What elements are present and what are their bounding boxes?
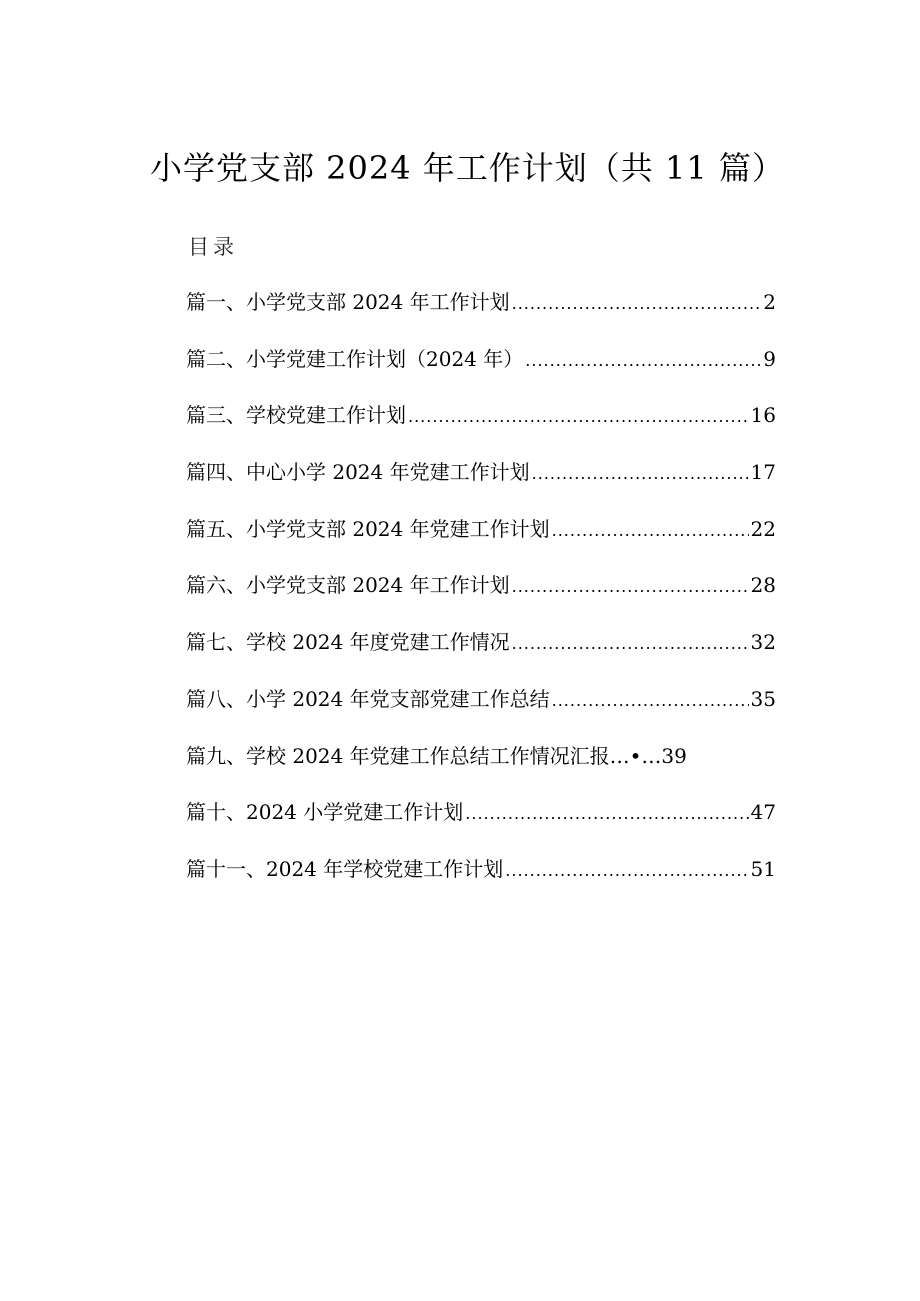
toc-page-number: 22 xyxy=(750,516,776,541)
toc-entry-2[interactable] xyxy=(186,341,776,398)
toc-entry-10[interactable] xyxy=(186,794,776,851)
toc-entry-label: 篇二、小学党建工作计划（2024 年） xyxy=(186,346,524,371)
table-of-contents xyxy=(186,284,776,908)
toc-entry-label: 篇四、中心小学 2024 年党建工作计划 xyxy=(186,460,530,485)
toc-page-number: 9 xyxy=(763,346,776,371)
toc-entry-7[interactable] xyxy=(186,624,776,681)
toc-entry-5[interactable] xyxy=(186,511,776,568)
toc-entry-1[interactable] xyxy=(186,284,776,341)
toc-page-number: 28 xyxy=(750,573,776,598)
toc-entry-label: 篇五、小学党支部 2024 年党建工作计划 xyxy=(186,516,550,541)
dot-leader xyxy=(552,513,749,549)
toc-page-number: 2 xyxy=(763,290,776,314)
toc-page-number: 47 xyxy=(750,800,776,825)
toc-entry-label: 篇六、小学党支部 2024 年工作计划 xyxy=(186,573,510,598)
dot-leader xyxy=(408,399,749,435)
toc-entry-9[interactable] xyxy=(186,738,776,795)
dot-leader xyxy=(512,286,762,322)
toc-heading: 目录 xyxy=(188,235,238,259)
toc-entry-label: 篇九、学校 2024 年党建工作总结工作情况汇报…•…39 xyxy=(186,743,687,768)
toc-entry-label: 篇八、小学 2024 年党支部党建工作总结 xyxy=(186,686,550,711)
toc-entry-label: 篇一、小学党支部 2024 年工作计划 xyxy=(186,290,510,314)
toc-page-number: 51 xyxy=(750,856,776,881)
toc-entry-11[interactable] xyxy=(186,851,776,908)
toc-entry-6[interactable] xyxy=(186,567,776,624)
document-title: 小学党支部 2024 年工作计划（共 11 篇） xyxy=(150,149,785,187)
toc-entry-label: 篇三、学校党建工作计划 xyxy=(186,403,406,428)
toc-entry-8[interactable] xyxy=(186,681,776,738)
dot-leader xyxy=(512,569,749,605)
dot-leader xyxy=(505,853,748,889)
dot-leader xyxy=(552,683,749,719)
dot-leader xyxy=(525,343,761,379)
toc-entry-label: 篇十一、2024 年学校党建工作计划 xyxy=(186,856,504,881)
toc-page-number: 32 xyxy=(750,630,776,655)
toc-entry-3[interactable] xyxy=(186,397,776,454)
toc-page-number: 17 xyxy=(750,460,776,485)
toc-entry-label: 篇十、2024 小学党建工作计划 xyxy=(186,800,464,825)
toc-entry-label: 篇七、学校 2024 年度党建工作情况 xyxy=(186,630,510,655)
dot-leader xyxy=(465,796,748,832)
dot-leader xyxy=(512,626,749,662)
toc-page-number: 16 xyxy=(750,403,776,428)
toc-entry-4[interactable] xyxy=(186,454,776,511)
dot-leader xyxy=(532,456,749,492)
toc-page-number: 35 xyxy=(750,686,776,711)
